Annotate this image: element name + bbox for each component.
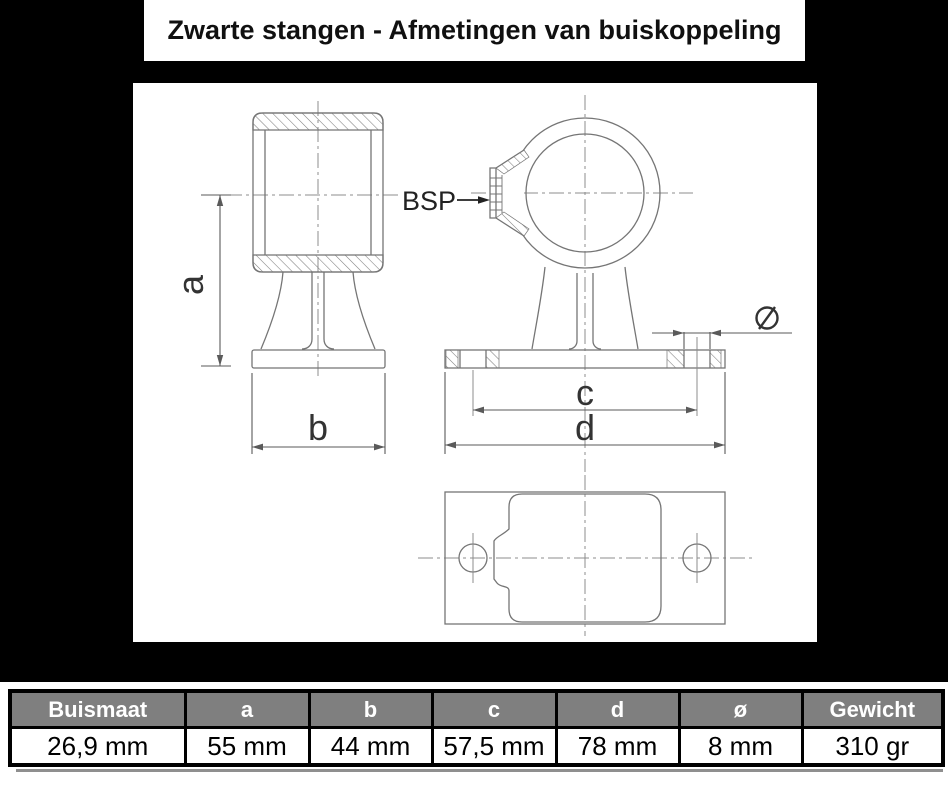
table-data-row bbox=[10, 728, 943, 766]
header-diameter: ø bbox=[679, 691, 802, 728]
value-buismaat: 26,9 mm bbox=[10, 728, 185, 766]
front-view bbox=[445, 95, 792, 472]
socket-bottom-hatch bbox=[253, 255, 383, 272]
table-header-row bbox=[10, 691, 943, 728]
dimension-diameter bbox=[652, 330, 792, 349]
header-b: b bbox=[309, 691, 432, 728]
header-c: c bbox=[432, 691, 556, 728]
stem-web-right bbox=[324, 272, 334, 349]
front-stem-web-left bbox=[569, 273, 577, 349]
socket-top-hatch bbox=[253, 113, 383, 130]
stem-left-edge bbox=[261, 272, 283, 349]
dimensions-table-wrap bbox=[8, 689, 941, 767]
drawing-panel bbox=[133, 83, 817, 642]
front-stem-left-edge bbox=[532, 267, 545, 349]
dim-label-c: c bbox=[576, 372, 594, 413]
dimensions-table bbox=[8, 689, 945, 767]
value-diameter: 8 mm bbox=[679, 728, 802, 766]
title-panel bbox=[144, 0, 805, 61]
value-a: 55 mm bbox=[185, 728, 309, 766]
page-title: Zwarte stangen - Afmetingen van buiskoppeling bbox=[167, 15, 782, 45]
side-view bbox=[201, 101, 399, 454]
front-stem-web-right bbox=[593, 273, 601, 349]
header-buismaat: Buismaat bbox=[10, 691, 185, 728]
header-a: a bbox=[185, 691, 309, 728]
stem-web-left bbox=[302, 272, 312, 349]
header-d: d bbox=[556, 691, 679, 728]
header-gewicht: Gewicht bbox=[802, 691, 943, 728]
diameter-symbol-icon bbox=[757, 307, 778, 329]
dim-label-d: d bbox=[574, 407, 596, 448]
dim-label-b: b bbox=[307, 407, 329, 448]
bsp-arrow bbox=[457, 196, 490, 204]
bsp-label: BSP bbox=[401, 186, 457, 216]
front-stem-right-edge bbox=[625, 267, 638, 349]
value-b: 44 mm bbox=[309, 728, 432, 766]
value-d: 78 mm bbox=[556, 728, 679, 766]
value-c: 57,5 mm bbox=[432, 728, 556, 766]
table-shadow bbox=[16, 769, 943, 772]
stem-right-edge bbox=[353, 272, 375, 349]
technical-drawing bbox=[133, 83, 817, 642]
value-gewicht: 310 gr bbox=[802, 728, 943, 766]
plan-view bbox=[418, 475, 753, 636]
dim-label-a: a bbox=[170, 274, 211, 296]
